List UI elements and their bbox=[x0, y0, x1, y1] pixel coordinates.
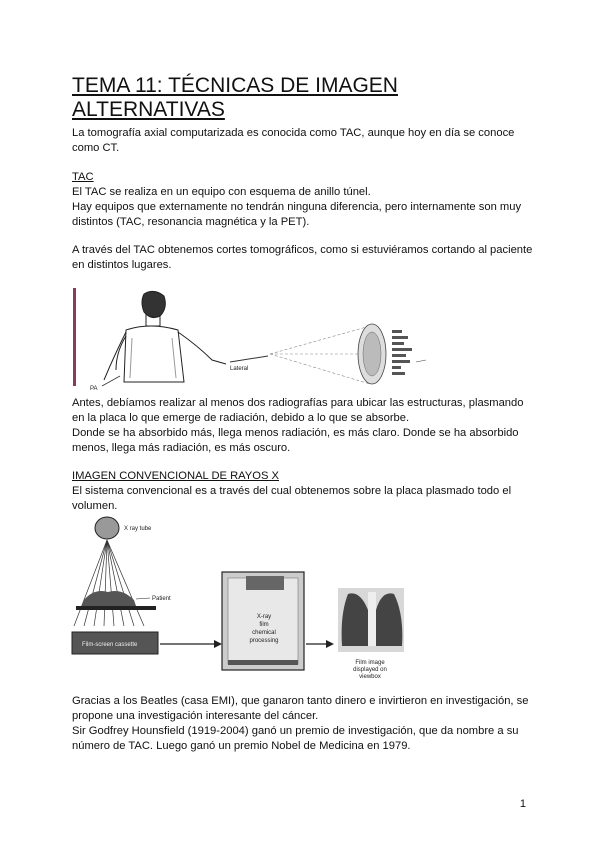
label-processing-4: processing bbox=[249, 638, 279, 644]
tac-line-2: Hay equipos que externamente no tendrán ninguna diferencia, pero internamente son muy distintos (TAC, resonancia magnética y la PET). bbox=[72, 201, 522, 228]
figure-left-rule bbox=[73, 288, 76, 386]
conv-heading: IMAGEN CONVENCIONAL DE RAYOS X bbox=[72, 470, 280, 482]
label-lateral: Lateral bbox=[230, 366, 249, 372]
label-film-1: Film image bbox=[355, 660, 385, 666]
conv-text: El sistema convencional es a través del cual obtenemos sobre la placa plasmado todo el volumen. bbox=[72, 485, 512, 512]
label-processing-2: film bbox=[259, 622, 269, 628]
para-antes: Antes, debíamos realizar al menos dos radiografías para ubicar las estructuras, plasmando en la placa lo que emerge de radiación, debido a lo que se absorbe. bbox=[72, 397, 524, 424]
para-beatles: Gracias a los Beatles (casa EMI), que ganaron tanto dinero e invirtieron en investigación, se propone una investigación interesante del cáncer. bbox=[72, 695, 529, 722]
tac-line-3: A través del TAC obtenemos cortes tomográficos, como si estuviéramos cortando al paciente en distintos lugares. bbox=[72, 244, 533, 271]
tac-line-1: El TAC se realiza en un equipo con esquema de anillo túnel. bbox=[72, 186, 371, 198]
label-processing-3: chemical bbox=[252, 630, 276, 636]
label-film-2: displayed on bbox=[353, 667, 387, 673]
label-patient: Patient bbox=[152, 596, 171, 602]
label-pa: PA bbox=[90, 386, 98, 391]
intro-paragraph: La tomografía axial computarizada es conocida como TAC, aunque hoy en día se conoce como CT. bbox=[72, 127, 515, 154]
page-title: TEMA 11: TÉCNICAS DE IMAGEN ALTERNATIVAS bbox=[72, 74, 398, 121]
tac-heading: TAC bbox=[72, 171, 94, 183]
figure-xray-conventional bbox=[70, 514, 450, 690]
figure-tac-patient bbox=[80, 286, 440, 391]
label-xray-tube: X ray tube bbox=[124, 526, 152, 532]
para-donde: Donde se ha absorbido más, llega menos radiación, es más claro. Donde se ha absorbido menos, llega más radiación, es más oscuro. bbox=[72, 427, 519, 454]
page-number: 1 bbox=[519, 798, 526, 810]
label-film-3: viewbox bbox=[359, 674, 381, 680]
para-hounsfield: Sir Godfrey Hounsfield (1919-2004) ganó un premio de investigación, que da nombre a su número de TAC. Luego ganó un premio Nobel de Medicina en 1979. bbox=[72, 725, 519, 752]
label-processing-1: X-ray bbox=[256, 614, 272, 620]
label-cassette: Film-screen cassette bbox=[82, 642, 138, 648]
